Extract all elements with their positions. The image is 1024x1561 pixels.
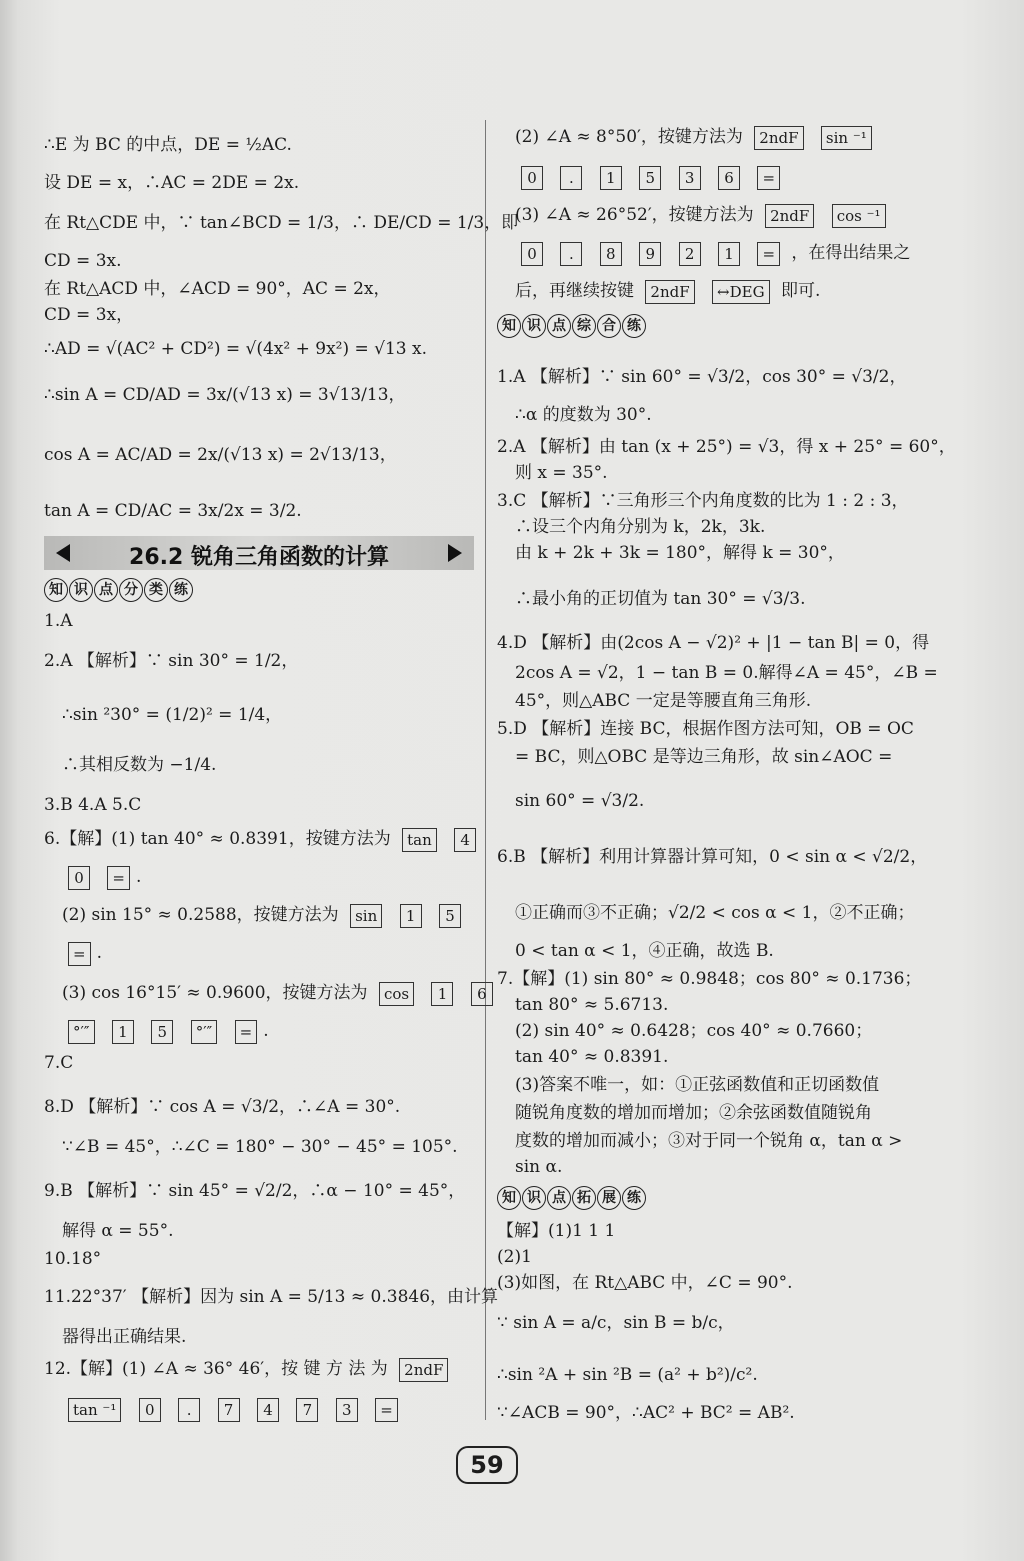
calc-key: . — [178, 1398, 200, 1422]
answer-line: (2) sin 40° ≈ 0.6428；cos 40° ≈ 0.7660； — [515, 1021, 873, 1041]
text-line: tan A = CD/AC = 3x/2x = 3/2. — [44, 501, 302, 521]
calc-key: 5 — [639, 166, 661, 190]
calc-key: 8 — [600, 242, 622, 266]
text-line: CD = 3x. — [44, 251, 122, 271]
calc-key: 5 — [439, 904, 461, 928]
calc-key: sin — [350, 904, 382, 928]
key-line: = . — [44, 940, 102, 966]
calc-key: ↔DEG — [712, 280, 770, 304]
answer-line: 1.A — [44, 611, 73, 631]
answer-line: 2cos A = √2，1 − tan B = 0.解得∠A = 45°，∠B = — [515, 663, 938, 683]
calc-key: 3 — [679, 166, 701, 190]
answer-line: 45°，则△ABC 一定是等腰直角三角形. — [515, 691, 812, 711]
calc-key: 4 — [454, 828, 476, 852]
calc-key: 1 — [600, 166, 622, 190]
calc-key: 2 — [679, 242, 701, 266]
answer-line: (3) cos 16°15′ ≈ 0.9600，按键方法为 cos 1 6 — [44, 980, 499, 1006]
calc-key: 7 — [296, 1398, 318, 1422]
answer-line: 12.【解】(1) ∠A ≈ 36° 46′，按 键 方 法 为 2ndF — [44, 1356, 454, 1382]
answer-line: 7.【解】(1) sin 80° ≈ 0.9848；cos 80° ≈ 0.1736； — [497, 969, 922, 989]
calc-key: cos ⁻¹ — [832, 204, 886, 228]
answer-line: ∴设三个内角分别为 k，2k，3k. — [515, 517, 766, 537]
key-line: °′″ 1 5 °′″ = . — [44, 1018, 269, 1044]
calc-key: 9 — [639, 242, 661, 266]
answer-line: 10.18° — [44, 1249, 102, 1269]
answer-line: 1.A 【解析】∵ sin 60° = √3/2，cos 30° = √3/2， — [497, 367, 907, 387]
answer-line: ∴sin ²30° = (1/2)² = 1/4， — [62, 705, 283, 725]
answer-line: ∴其相反数为 −1/4. — [62, 755, 217, 775]
calc-key: = — [375, 1398, 398, 1422]
calc-key: °′″ — [68, 1020, 95, 1044]
calc-key: °′″ — [191, 1020, 218, 1044]
badge-knowledge-classified: 知 识 点 分 类 练 — [44, 578, 194, 602]
calc-key: = — [68, 942, 91, 966]
calc-key: = — [235, 1020, 258, 1044]
text-line: ∴E 为 BC 的中点，DE = ½AC. — [44, 135, 292, 155]
key-line — [497, 164, 786, 190]
answer-line: ∴α 的度数为 30°. — [515, 405, 652, 425]
answer-line: ∵∠B = 45°，∴∠C = 180° − 30° − 45° = 105°. — [62, 1137, 458, 1157]
calc-key: = — [757, 242, 780, 266]
calc-key: = — [107, 866, 130, 890]
section-header — [44, 536, 474, 570]
text-line: cos A = AC/AD = 2x/(√13 x) = 2√13/13， — [44, 445, 397, 465]
text-line: ∴sin A = CD/AD = 3x/(√13 x) = 3√13/13， — [44, 385, 406, 405]
key-line: 0 . 8 9 2 1 = ，在得出结果之 — [497, 240, 910, 266]
column-divider — [485, 120, 486, 1420]
answer-line: 随锐角度数的增加而增加；②余弦函数值随锐角 — [515, 1103, 872, 1123]
calc-key: 0 — [139, 1398, 161, 1422]
answer-line: ①正确而③不正确；√2/2 < cos α < 1，②不正确； — [515, 903, 915, 923]
text-line: 在 Rt△ACD 中，∠ACD = 90°，AC = 2x， — [44, 279, 391, 299]
calc-key: 2ndF — [765, 204, 814, 228]
answer-line: 7.C — [44, 1053, 74, 1073]
calc-key: tan — [402, 828, 437, 852]
calc-key: 6 — [471, 982, 493, 1006]
calc-key: 0 — [521, 242, 543, 266]
text-line: ∴AD = √(AC² + CD²) = √(4x² + 9x²) = √13 x. — [44, 339, 428, 359]
answer-line: 6.B 【解析】利用计算器计算可知，0 < sin α < √2/2， — [497, 847, 928, 867]
calc-key: . — [560, 166, 582, 190]
answer-line: 由 k + 2k + 3k = 180°，解得 k = 30°， — [515, 543, 845, 563]
key-line — [44, 1396, 404, 1422]
answer-line: 【解】(1)1 1 1 — [497, 1221, 616, 1241]
answer-line: 5.D 【解析】连接 BC，根据作图方法可知，OB = OC — [497, 719, 914, 739]
answer-line: 3.B 4.A 5.C — [44, 795, 142, 815]
calc-key: 2ndF — [754, 126, 803, 150]
answer-line: 0 < tan α < 1，④正确，故选 B. — [515, 941, 774, 961]
calc-key: 0 — [68, 866, 90, 890]
text-line: 设 DE = x，∴AC = 2DE = 2x. — [44, 173, 300, 193]
text-line: 在 Rt△CDE 中，∵ tan∠BCD = 1/3，∴ DE/CD = 1/3，即 — [44, 213, 519, 233]
answer-line: ∴sin ²A + sin ²B = (a² + b²)/c². — [497, 1365, 758, 1385]
answer-line: 4.D 【解析】由(2cos A − √2)² + |1 − tan B| = 0，得 — [497, 633, 930, 653]
calc-key: 2ndF — [399, 1358, 448, 1382]
calc-key: 1 — [112, 1020, 134, 1044]
calc-key: 5 — [151, 1020, 173, 1044]
calc-key: 1 — [431, 982, 453, 1006]
calc-key: 0 — [521, 166, 543, 190]
answer-line: 11.22°37′ 【解析】因为 sin A = 5/13 ≈ 0.3846，由计算 — [44, 1287, 499, 1307]
answer-line: 器得出正确结果. — [62, 1327, 187, 1347]
calc-key: 7 — [218, 1398, 240, 1422]
answer-line: 2.A 【解析】∵ sin 30° = 1/2， — [44, 651, 299, 671]
calc-key: 1 — [400, 904, 422, 928]
calc-key: 4 — [257, 1398, 279, 1422]
answer-line: 2.A 【解析】由 tan (x + 25°) = √3，得 x + 25° = 60°， — [497, 437, 956, 457]
calc-key: 3 — [336, 1398, 358, 1422]
calc-key: sin ⁻¹ — [821, 126, 872, 150]
text-line: CD = 3x， — [44, 305, 134, 325]
answer-line: = BC，则△OBC 是等边三角形，故 sin∠AOC = — [515, 747, 893, 767]
answer-line: sin α. — [515, 1157, 563, 1177]
answer-line: 6.【解】(1) tan 40° ≈ 0.8391，按键方法为 tan 4 — [44, 826, 482, 852]
answer-line: 9.B 【解析】∵ sin 45° = √2/2，∴α − 10° = 45°， — [44, 1181, 466, 1201]
calc-key: 1 — [718, 242, 740, 266]
calc-key: tan ⁻¹ — [68, 1398, 121, 1422]
answer-line: (3)如图，在 Rt△ABC 中，∠C = 90°. — [497, 1273, 793, 1293]
page-number: 59 — [456, 1446, 518, 1484]
calc-key: 6 — [718, 166, 740, 190]
triangle-right-icon — [448, 544, 462, 562]
answer-line: 则 x = 35°. — [515, 463, 608, 483]
answer-line: 度数的增加而减小；③对于同一个锐角 α，tan α > — [515, 1131, 903, 1151]
badge-knowledge-comprehensive: 知 识 点 综 合 练 — [497, 314, 647, 338]
calc-key: cos — [379, 982, 414, 1006]
answer-line: ∴最小角的正切值为 tan 30° = √3/3. — [515, 589, 806, 609]
calc-key: = — [757, 166, 780, 190]
answer-line: (3)答案不唯一，如：①正弦函数值和正切函数值 — [515, 1075, 880, 1095]
answer-line: ∵ sin A = a/c，sin B = b/c， — [497, 1313, 735, 1333]
calc-key: 2ndF — [645, 280, 694, 304]
answer-line: (2) sin 15° ≈ 0.2588，按键方法为 sin 1 5 — [44, 902, 467, 928]
answer-line: 3.C 【解析】∵三角形三个内角度数的比为 1 : 2 : 3， — [497, 491, 909, 511]
answer-line: (2) ∠A ≈ 8°50′，按键方法为 2ndF sin ⁻¹ — [497, 124, 878, 150]
answer-line: 解得 α = 55°. — [62, 1221, 174, 1241]
answer-line: (2)1 — [497, 1247, 532, 1267]
calc-key: . — [560, 242, 582, 266]
key-line: 0 = . — [44, 864, 141, 890]
answer-line: ∵∠ACB = 90°，∴AC² + BC² = AB². — [497, 1403, 795, 1423]
answer-line: 8.D 【解析】∵ cos A = √3/2，∴∠A = 30°. — [44, 1097, 401, 1117]
answer-line: tan 80° ≈ 5.6713. — [515, 995, 669, 1015]
answer-line: tan 40° ≈ 0.8391. — [515, 1047, 669, 1067]
answer-line: (3) ∠A ≈ 26°52′，按键方法为 2ndF cos ⁻¹ — [497, 202, 892, 228]
section-title: 26.2 锐角三角函数的计算 — [129, 545, 389, 570]
answer-line: 后，再继续按键 2ndF ↔DEG 即可. — [497, 278, 820, 304]
answer-line: sin 60° = √3/2. — [515, 791, 645, 811]
badge-knowledge-extension: 知 识 点 拓 展 练 — [497, 1186, 647, 1210]
